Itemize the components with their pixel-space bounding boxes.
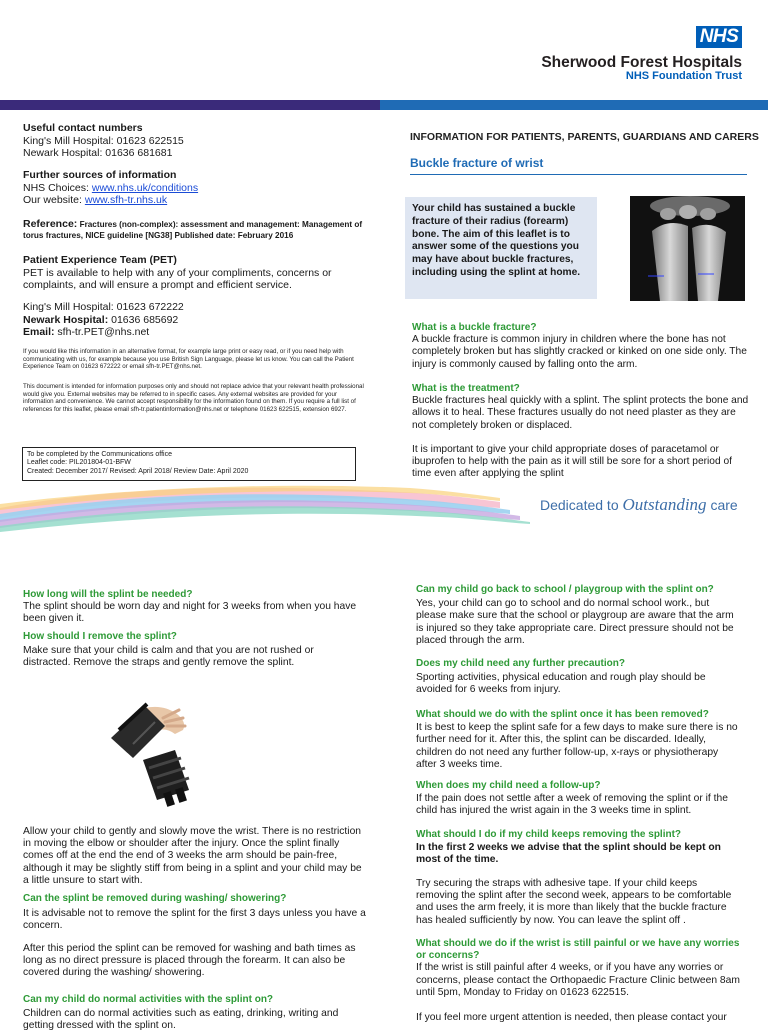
- section-school: [416, 584, 736, 647]
- leaflet-code: Leaflet code: PIL201804-01-BFW: [27, 459, 131, 467]
- splint-image: [105, 700, 195, 810]
- pet-contacts: [23, 301, 368, 339]
- section-precaution: [416, 658, 736, 697]
- pet-newark-number: 01636 685692: [108, 313, 179, 326]
- reference-label: Reference:: [23, 218, 78, 230]
- kings-mill-number: King's Mill Hospital: 01623 622515: [23, 134, 184, 147]
- answer-remove: Make sure that your child is calm and that you are not rushed or distracted. Remove the straps and gently remove the splint.: [23, 645, 314, 669]
- answer-school: Yes, your child can go to school and do normal school work., but please make sure that the school or playgroup are aware that the arm is injured so they take appropriate care. Direct pressure should not be placed through the arm.: [416, 598, 734, 646]
- nhs-choices-link[interactable]: www.nhs.uk/conditions: [91, 181, 199, 194]
- nhs-logo: NHS: [696, 26, 742, 48]
- section-follow-up: [416, 780, 741, 818]
- question-what-is: What is a buckle fracture?: [412, 322, 537, 333]
- header-band: [0, 100, 768, 110]
- answer-keeps-removing-bold: In the first 2 weeks we advise that the splint should be kept on most of the time.: [416, 842, 721, 866]
- section-keeps-removing: [416, 829, 726, 867]
- pet-title: Patient Experience Team (PET): [23, 254, 177, 266]
- question-follow-up: When does my child need a follow-up?: [416, 780, 601, 791]
- pet-text: PET is available to help with any of your compliments, concerns or complaints, and will ensure a prompt and efficient service.: [23, 266, 332, 291]
- question-washing: Can the splint be removed during washing/ showering?: [23, 893, 287, 904]
- trust-name: NHS Foundation Trust: [625, 70, 742, 82]
- website-label: Our website:: [23, 194, 85, 206]
- answer-precaution: Sporting activities, physical education and rough play should be avoided for 6 weeks from injury.: [416, 672, 706, 696]
- info-header: INFORMATION FOR PATIENTS, PARENTS, GUARDIANS AND CARERS: [410, 131, 759, 143]
- pet-kings-mill: King's Mill Hospital: 01623 672222: [23, 301, 184, 313]
- question-how-long: How long will the splint be needed?: [23, 589, 193, 600]
- reference-text: Fractures (non-complex): assessment and management: Management of torus fractures, NICE guideline [NG38] Published date: February 2016: [23, 220, 363, 240]
- website-link[interactable]: www.sfh-tr.nhs.uk: [84, 194, 168, 206]
- question-keeps-removing: What should I do if my child keeps removing the splint?: [416, 829, 682, 840]
- section-after-removal: [416, 709, 741, 771]
- question-precaution: Does my child need any further precaution?: [416, 658, 625, 669]
- question-activities: Can my child do normal activities with the splint on?: [23, 994, 274, 1005]
- pet-email-label: Email:: [23, 326, 55, 338]
- answer-follow-up: If the pain does not settle after a week of removing the splint or if the child has injured the wrist again in the 3 weeks time in splint.: [416, 793, 728, 817]
- answer-washing: It is advisable not to remove the splint for the first 3 days unless you have a concern.: [23, 908, 366, 932]
- section-remove: [23, 631, 363, 670]
- tagline-prefix: Dedicated to: [540, 497, 623, 513]
- section-washing: [23, 893, 368, 933]
- answer-treatment: Buckle fractures heal quickly with a splint. The splint protects the bone and allows it to heal. These fractures usually do not need plaster as they are not completely broken or displaced.: [412, 395, 749, 431]
- section-how-long: [23, 589, 363, 626]
- answer-how-long: The splint should be worn day and night for 3 weeks from when you have been given it.: [23, 601, 357, 625]
- answer-keeps-removing: Try securing the straps with adhesive tape. If your child keeps removing the splint after the second week, appears to be comfortable and uses the arm freely, it is more than likely that the buckle fracture has healed sufficiently by now. You can leave the splint off .: [416, 878, 732, 926]
- intro-box: Your child has sustained a buckle fracture of their radius (forearm) bone. The aim of this leaflet is to answer some of the questions you may have about buckle fractures, including using the splint at home.: [405, 197, 597, 299]
- alternative-format-text: If you would like this information in an alternative format, for example large print or easy read, or if you need help with communicating with us, for example because you use British Sign Language, please let us know. You can call the Patient Experience Team on 01623 672222 or email sfh-tr.PET@nhs.net.: [23, 348, 354, 371]
- dedicated-tagline: [540, 495, 738, 515]
- pet-section: [23, 254, 368, 292]
- answer-still-painful: If the wrist is still painful after 4 weeks, or if you have any worries or concerns, please contact the Orthopaedic Fracture Clinic between 8am until 5pm, Monday to Friday on 01623 622515.: [416, 962, 740, 998]
- leaflet-title: Buckle fracture of wrist: [410, 156, 747, 175]
- organisation-name: Sherwood Forest Hospitals: [541, 54, 742, 71]
- leaflet-dates: Created: December 2017/ Revised: April 2018/ Review Date: April 2020: [27, 467, 249, 475]
- pet-email: sfh-tr.PET@nhs.net: [54, 326, 150, 338]
- reference-section: [23, 219, 368, 241]
- question-school: Can my child go back to school / playgroup with the splint on?: [416, 584, 714, 595]
- xray-image: [630, 196, 745, 301]
- question-remove: How should I remove the splint?: [23, 631, 177, 642]
- question-treatment: What is the treatment?: [412, 383, 520, 394]
- further-title: Further sources of information: [23, 169, 177, 181]
- tagline-outstanding: Outstanding: [622, 495, 707, 514]
- newark-number: Newark Hospital: 01636 681681: [23, 147, 173, 159]
- answer-what-is: A buckle fracture is common injury in children where the bone has not completely broken but has slightly cracked or kinked on one side only. The injury is commonly caused by falling onto the arm.: [412, 334, 747, 370]
- leaflet-box-line1: To be completed by the Communications office: [27, 451, 173, 458]
- section-still-painful: [416, 938, 741, 999]
- further-sources-section: [23, 169, 368, 207]
- disclaimer-text: This document is intended for information purposes only and should not replace advice that your relevant health professional would give you. External websites may be referred to in specific cases. Any external websites are provided for your information and convenience. We cannot accept responsibility for the information found on them. If you require a full list of references for this leaflet, please email sfh-tr.patientinformation@nhs.net or telephone 01623 622515, extension 6927.: [23, 383, 364, 413]
- contacts-section: [23, 122, 368, 160]
- answer-urgent: If you feel more urgent attention is needed, then please contact your: [416, 1012, 727, 1023]
- section-activities: [23, 994, 368, 1033]
- question-still-painful: What should we do if the wrist is still painful or we have any worries or concerns?: [416, 938, 740, 962]
- pet-newark-label: Newark Hospital:: [23, 313, 109, 326]
- contacts-title: Useful contact numbers: [23, 122, 143, 134]
- tagline-care: care: [706, 497, 738, 513]
- answer-washing-after: After this period the splint can be removed for washing and bath times as long as no direct pressure is placed through the forearm. It can also be covered during the washing/ showering.: [23, 943, 356, 979]
- section-treatment: [412, 383, 752, 432]
- answer-after-removal: It is best to keep the splint safe for a few days to make sure there is no further need for it. After this, the splint can be discarded. Ideally, children do not need any further follow-up, x-rays or physiotherapy after 3 weeks time.: [416, 722, 738, 770]
- answer-pain: It is important to give your child appropriate doses of paracetamol or ibuprofen to help with the pain as it will still be sore for a short period of time even after applying the splint: [412, 444, 732, 480]
- answer-activities: Children can do normal activities such as eating, drinking, writing and getting dressed with the splint on.: [23, 1008, 339, 1032]
- question-after-removal: What should we do with the splint once it has been removed?: [416, 709, 709, 720]
- nhs-choices-label: NHS Choices:: [23, 181, 92, 194]
- answer-allow-move: Allow your child to gently and slowly move the wrist. There is no restriction in moving the elbow or shoulder after the injury. Once the splint finally comes off at the end the end of 3 weeks the arm should be pain-free, although it may be slightly stiff from being in a splint and your child may be a little unsure to start with.: [23, 826, 362, 886]
- section-what-is: [412, 322, 752, 371]
